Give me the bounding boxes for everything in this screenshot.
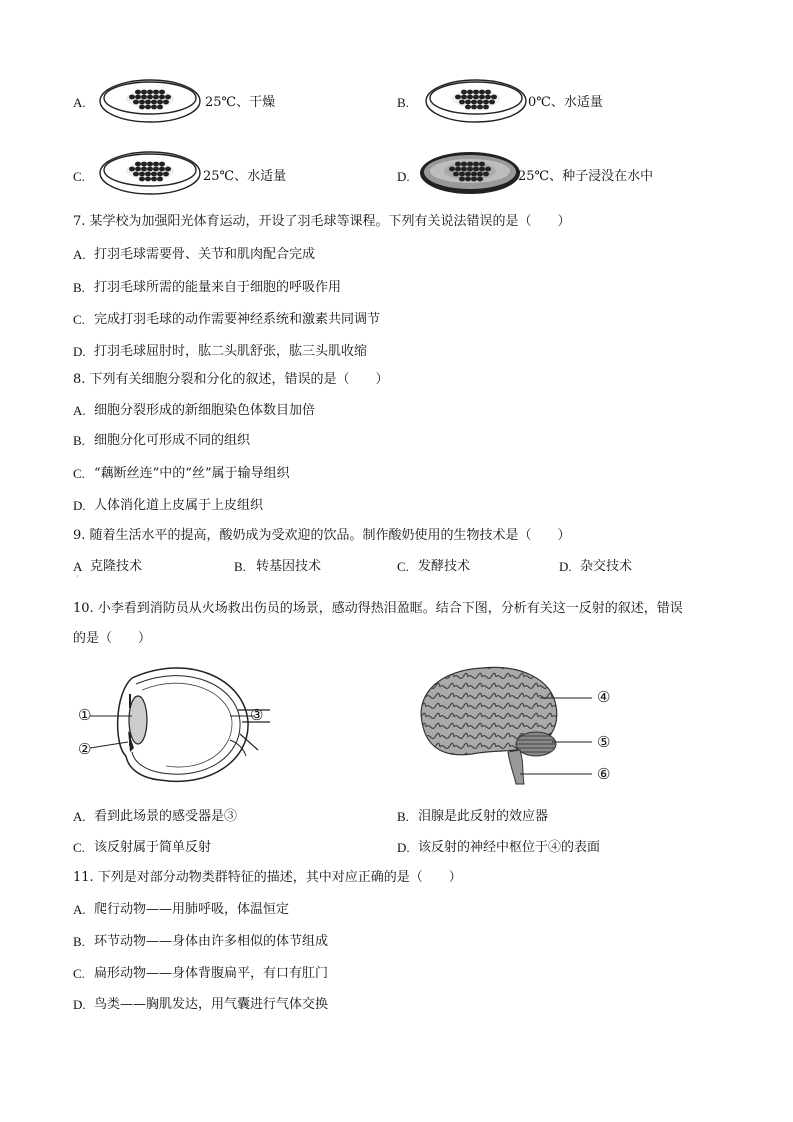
seed [147, 167, 153, 172]
option-letter: D. [73, 498, 86, 513]
question-10-stem-line1: 10. 小李看到消防员从火场救出伤员的场景，感动得热泪盈眶。结合下图，分析有关这一反射的叙述，错误 [73, 601, 683, 616]
question-8-stem: 8. 下列有关细胞分裂和分化的叙述，错误的是（ ） [73, 372, 389, 387]
option-text: “藕断丝连”中的“丝”属于输导组织 [94, 466, 290, 481]
seed [159, 95, 165, 100]
seed [153, 95, 159, 100]
petri-dish-a-image [98, 78, 202, 124]
question-10-stem-line2: 的是（ ） [73, 631, 152, 646]
q6-option-a-letter: A. [73, 95, 86, 110]
seed [151, 105, 157, 110]
eye-label-3: ③ [250, 706, 264, 724]
question-7-stem: 7. 某学校为加强阳光体育运动，开设了羽毛球等课程。下列有关说法错误的是（ ） [73, 214, 571, 229]
seed [157, 177, 163, 182]
option-letter: B. [73, 433, 85, 448]
q6-option-a-condition: 25℃、干燥 [205, 95, 276, 110]
seed [147, 162, 153, 167]
seed [141, 95, 147, 100]
option-text: 打羽毛球所需的能量来自于细胞的呼吸作用 [94, 280, 342, 295]
seed [491, 95, 497, 100]
seed [471, 172, 477, 177]
seed [455, 95, 461, 100]
eye-label-2: ② [78, 740, 92, 758]
seed [461, 90, 467, 95]
seed [461, 162, 467, 167]
option-letter: A. [73, 247, 86, 262]
seed [461, 95, 467, 100]
seed [479, 90, 485, 95]
seed [479, 162, 485, 167]
option-text: 打羽毛球屈肘时，肱二头肌舒张，肱三头肌收缩 [94, 344, 368, 359]
seed [147, 95, 153, 100]
option-text: 杂交技术 [580, 559, 633, 574]
option-text: 完成打羽毛球的动作需要神经系统和激素共同调节 [94, 312, 381, 327]
seed [471, 100, 477, 105]
option-text: 克隆技术 [90, 559, 143, 574]
seed [477, 100, 483, 105]
q6-option-d-condition: 25℃、种子浸没在水中 [518, 169, 654, 184]
option-text: 扁形动物——身体背腹扁平，有口有肛门 [94, 966, 329, 981]
seed [133, 100, 139, 105]
brain-label-5: ⑤ [597, 733, 611, 751]
seed [465, 177, 471, 182]
option-letter: B. [73, 280, 85, 295]
seed [139, 105, 145, 110]
seed [159, 167, 165, 172]
seed [153, 167, 159, 172]
question-11-stem: 11. 下列是对部分动物类群特征的描述，其中对应正确的是（ ） [73, 870, 462, 885]
option-text: 转基因技术 [256, 559, 322, 574]
seed [473, 95, 479, 100]
seed [459, 172, 465, 177]
seed [145, 177, 151, 182]
seed [157, 172, 163, 177]
option-letter: D. [559, 559, 572, 574]
option-text: 细胞分裂形成的新细胞染色体数目加倍 [94, 403, 316, 418]
seed [151, 172, 157, 177]
seed [473, 167, 479, 172]
option-text: 该反射的神经中枢位于④的表面 [418, 840, 601, 855]
option-text: 细胞分化可形成不同的组织 [94, 433, 251, 448]
option-letter: C. [73, 466, 85, 481]
seed [159, 90, 165, 95]
option-text: 人体消化道上皮属于上皮组织 [94, 498, 264, 513]
seed [453, 172, 459, 177]
option-letter: A [73, 559, 83, 574]
eye-diagram [70, 660, 280, 790]
seed [135, 162, 141, 167]
seed [153, 162, 159, 167]
seed [479, 95, 485, 100]
seed [465, 172, 471, 177]
seed [129, 95, 135, 100]
seed [467, 95, 473, 100]
seed [159, 162, 165, 167]
seed [489, 100, 495, 105]
option-letter: C. [73, 966, 85, 981]
option-text: 泪腺是此反射的效应器 [418, 809, 549, 824]
q6-option-b-letter: B. [397, 95, 409, 110]
option-text: 发酵技术 [418, 559, 471, 574]
option-letter: B. [234, 559, 246, 574]
seed [135, 167, 141, 172]
seed [471, 105, 477, 110]
seed [477, 177, 483, 182]
seed [141, 162, 147, 167]
q6-option-b-condition: 0℃、水适量 [528, 95, 603, 110]
seed [471, 177, 477, 182]
seed [477, 172, 483, 177]
option-text: 该反射属于简单反射 [94, 840, 212, 855]
seed [477, 105, 483, 110]
option-text: 看到此场景的感受器是③ [94, 809, 238, 824]
option-letter: A. [73, 403, 86, 418]
petri-dish-c-image [98, 150, 202, 196]
brain-label-4: ④ [597, 688, 611, 706]
option-text: 环节动物——身体由许多相似的体节组成 [94, 934, 329, 949]
stray-dot: · [76, 572, 79, 581]
question-9-stem: 9. 随着生活水平的提高，酸奶成为受欢迎的饮品。制作酸奶使用的生物技术是（ ） [73, 528, 571, 543]
option-letter: B. [397, 809, 409, 824]
option-letter: C. [73, 840, 85, 855]
seed [163, 100, 169, 105]
seed [145, 105, 151, 110]
brain-label-6: ⑥ [597, 765, 611, 783]
option-letter: C. [73, 312, 85, 327]
option-letter: D. [73, 997, 86, 1012]
seed [473, 162, 479, 167]
seed [145, 172, 151, 177]
q6-option-c-letter: C. [73, 169, 85, 184]
seed [473, 90, 479, 95]
seed [151, 100, 157, 105]
seed [485, 167, 491, 172]
option-letter: A. [73, 809, 86, 824]
option-text: 爬行动物——用肺呼吸，体温恒定 [94, 902, 290, 917]
seed [485, 95, 491, 100]
seed [141, 167, 147, 172]
seed [483, 100, 489, 105]
seed [151, 177, 157, 182]
seed [129, 167, 135, 172]
eye-label-1: ① [78, 706, 92, 724]
seed [165, 167, 171, 172]
q6-option-d-letter: D. [397, 169, 410, 184]
option-text: 鸟类——胸肌发达，用气囊进行气体交换 [94, 997, 329, 1012]
seed [157, 100, 163, 105]
petri-dish-d-image [418, 150, 522, 196]
seed [141, 90, 147, 95]
option-letter: B. [73, 934, 85, 949]
seed [157, 105, 163, 110]
seed [147, 90, 153, 95]
petri-dish-b-image [424, 78, 528, 124]
option-letter: C. [397, 559, 409, 574]
seed [479, 167, 485, 172]
seed [455, 162, 461, 167]
seed [483, 172, 489, 177]
seed [133, 172, 139, 177]
seed [165, 95, 171, 100]
q6-option-c-condition: 25℃、水适量 [203, 169, 287, 184]
seed [467, 167, 473, 172]
seed [449, 167, 455, 172]
seed [455, 167, 461, 172]
seed [467, 162, 473, 167]
seed [459, 177, 465, 182]
seed [153, 90, 159, 95]
seed [467, 90, 473, 95]
seed [163, 172, 169, 177]
seed [465, 100, 471, 105]
option-text: 打羽毛球需要骨、关节和肌肉配合完成 [94, 247, 316, 262]
seed [485, 90, 491, 95]
seed [139, 100, 145, 105]
seed [465, 105, 471, 110]
option-letter: D. [397, 840, 410, 855]
option-letter: A. [73, 902, 86, 917]
seed [139, 177, 145, 182]
seed [459, 100, 465, 105]
seed [135, 90, 141, 95]
seed [483, 105, 489, 110]
seed [145, 100, 151, 105]
seed [135, 95, 141, 100]
option-letter: D. [73, 344, 86, 359]
seed [139, 172, 145, 177]
seed [461, 167, 467, 172]
